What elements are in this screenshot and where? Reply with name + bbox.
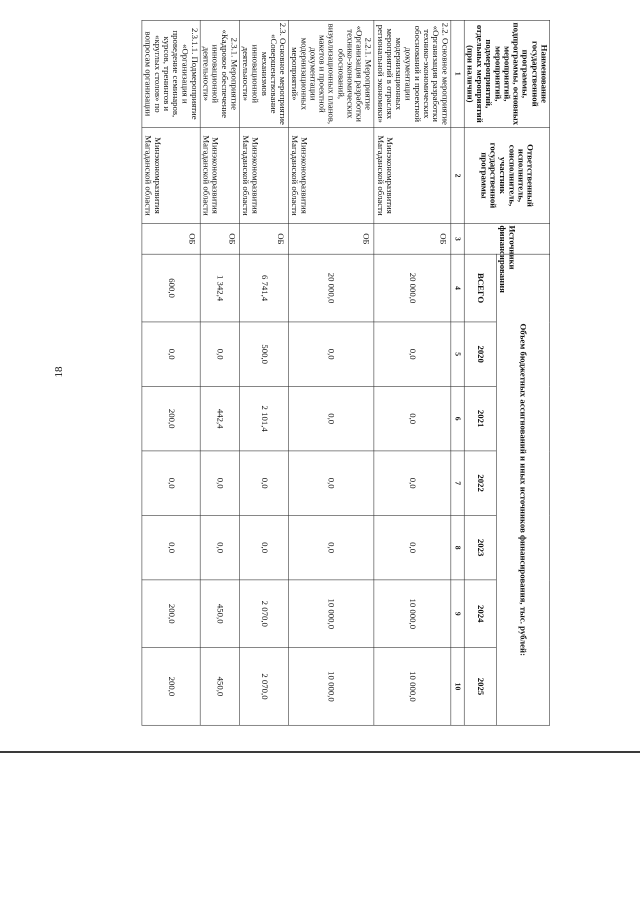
- row-source: ОБ: [240, 224, 289, 255]
- row-value: 450,0: [200, 580, 240, 648]
- header-responsible: Ответственный исполнитель, соисполнитель, участник государственной программы: [464, 127, 550, 223]
- row-name: 2.3. Основное мероприятие «Совершенствование механизмов инновационной деятельности»: [240, 20, 289, 127]
- column-number: 1: [451, 20, 464, 127]
- row-responsible: Минэкономразвития Магаданской области: [240, 127, 289, 223]
- row-value: 10 000,0: [288, 580, 374, 648]
- column-number: 5: [451, 322, 464, 386]
- row-source: ОБ: [374, 224, 451, 255]
- row-value: 0,0: [240, 451, 289, 515]
- funding-table: [142, 20, 550, 726]
- row-value: 20 000,0: [288, 254, 374, 322]
- column-number: 3: [451, 224, 464, 255]
- header-year: 2020: [464, 322, 496, 386]
- row-name: 2.3.1.1. Подмероприятие «Организация и проведение семинаров, курсов, тренингов и «круглых столов» по вопросам организации: [142, 20, 200, 127]
- row-value: 20 000,0: [374, 254, 451, 322]
- row-value: 0,0: [142, 451, 200, 515]
- header-name: Наименование государственной программы, подпрограммы, основных мероприятий, мероприятий, подмероприятий, отдельных мероприятий (при наличии): [464, 20, 550, 127]
- row-value: 2 070,0: [240, 580, 289, 648]
- row-value: 0,0: [288, 322, 374, 386]
- row-value: 0,0: [142, 515, 200, 579]
- rotated-table-container: [143, 20, 550, 725]
- header-year: 2022: [464, 451, 496, 515]
- row-value: 600,0: [142, 254, 200, 322]
- row-value: 0,0: [288, 515, 374, 579]
- row-value: 0,0: [200, 322, 240, 386]
- row-value: 1 342,4: [200, 254, 240, 322]
- row-responsible: Минэкономразвития Магаданской области: [374, 127, 451, 223]
- row-value: 200,0: [142, 648, 200, 726]
- column-number: 6: [451, 386, 464, 450]
- column-number: 4: [451, 254, 464, 322]
- table-row: [374, 20, 451, 725]
- table-row: [240, 20, 289, 725]
- row-value: 2 101,4: [240, 386, 289, 450]
- column-number: 9: [451, 580, 464, 648]
- row-value: 0,0: [288, 451, 374, 515]
- table-row: [200, 20, 240, 725]
- row-value: 200,0: [142, 580, 200, 648]
- column-number: 10: [451, 648, 464, 726]
- row-value: 0,0: [200, 451, 240, 515]
- column-number: 2: [451, 127, 464, 223]
- row-value: 10 000,0: [288, 648, 374, 726]
- header-year: 2024: [464, 580, 496, 648]
- row-value: 10 000,0: [374, 648, 451, 726]
- table-row: [288, 20, 374, 725]
- table-row: [142, 20, 200, 725]
- row-source: ОБ: [288, 224, 374, 255]
- row-value: 2 070,0: [240, 648, 289, 726]
- row-name: 2.2. Основное мероприятие «Организация разработки технико-экономических обоснований и проектной документации модернизационных мероприятий в отраслях региональной экономики»: [374, 20, 451, 127]
- row-name: 2.2.1. Мероприятие «Организация разработки технико-экономических обоснований, визуализационных планов, макетов и проектной документации модернизационных мероприятий»: [288, 20, 374, 127]
- row-value: 200,0: [142, 386, 200, 450]
- column-number: 8: [451, 515, 464, 579]
- row-value: 0,0: [142, 322, 200, 386]
- row-value: 0,0: [374, 386, 451, 450]
- row-value: 0,0: [374, 515, 451, 579]
- page-number: 18: [53, 366, 65, 378]
- row-value: 0,0: [288, 386, 374, 450]
- row-value: 10 000,0: [374, 580, 451, 648]
- row-value: 0,0: [200, 515, 240, 579]
- row-value: 450,0: [200, 648, 240, 726]
- row-value: 0,0: [240, 515, 289, 579]
- header-source: Источники финансирования: [464, 224, 550, 255]
- row-source: ОБ: [142, 224, 200, 255]
- row-responsible: Минэкономразвития Магаданской области: [288, 127, 374, 223]
- header-year: 2025: [464, 648, 496, 726]
- row-responsible: Минэкономразвития Магаданской области: [200, 127, 240, 223]
- row-source: ОБ: [200, 224, 240, 255]
- row-value: 6 741,4: [240, 254, 289, 322]
- row-value: 0,0: [374, 451, 451, 515]
- header-funding-group: Объем бюджетных ассигнований и иных источников финансирования, тыс. рублей:: [496, 254, 549, 725]
- row-value: 442,4: [200, 386, 240, 450]
- scan-separator-line: [0, 751, 640, 753]
- header-year: ВСЕГО: [464, 254, 496, 322]
- row-responsible: Минэкономразвития Магаданской области: [142, 127, 200, 223]
- row-name: 2.3.1. Мероприятие «Кадровое обеспечение инновационной деятельности»: [200, 20, 240, 127]
- header-year: 2021: [464, 386, 496, 450]
- header-year: 2023: [464, 515, 496, 579]
- row-value: 0,0: [374, 322, 451, 386]
- row-value: 500,0: [240, 322, 289, 386]
- column-number: 7: [451, 451, 464, 515]
